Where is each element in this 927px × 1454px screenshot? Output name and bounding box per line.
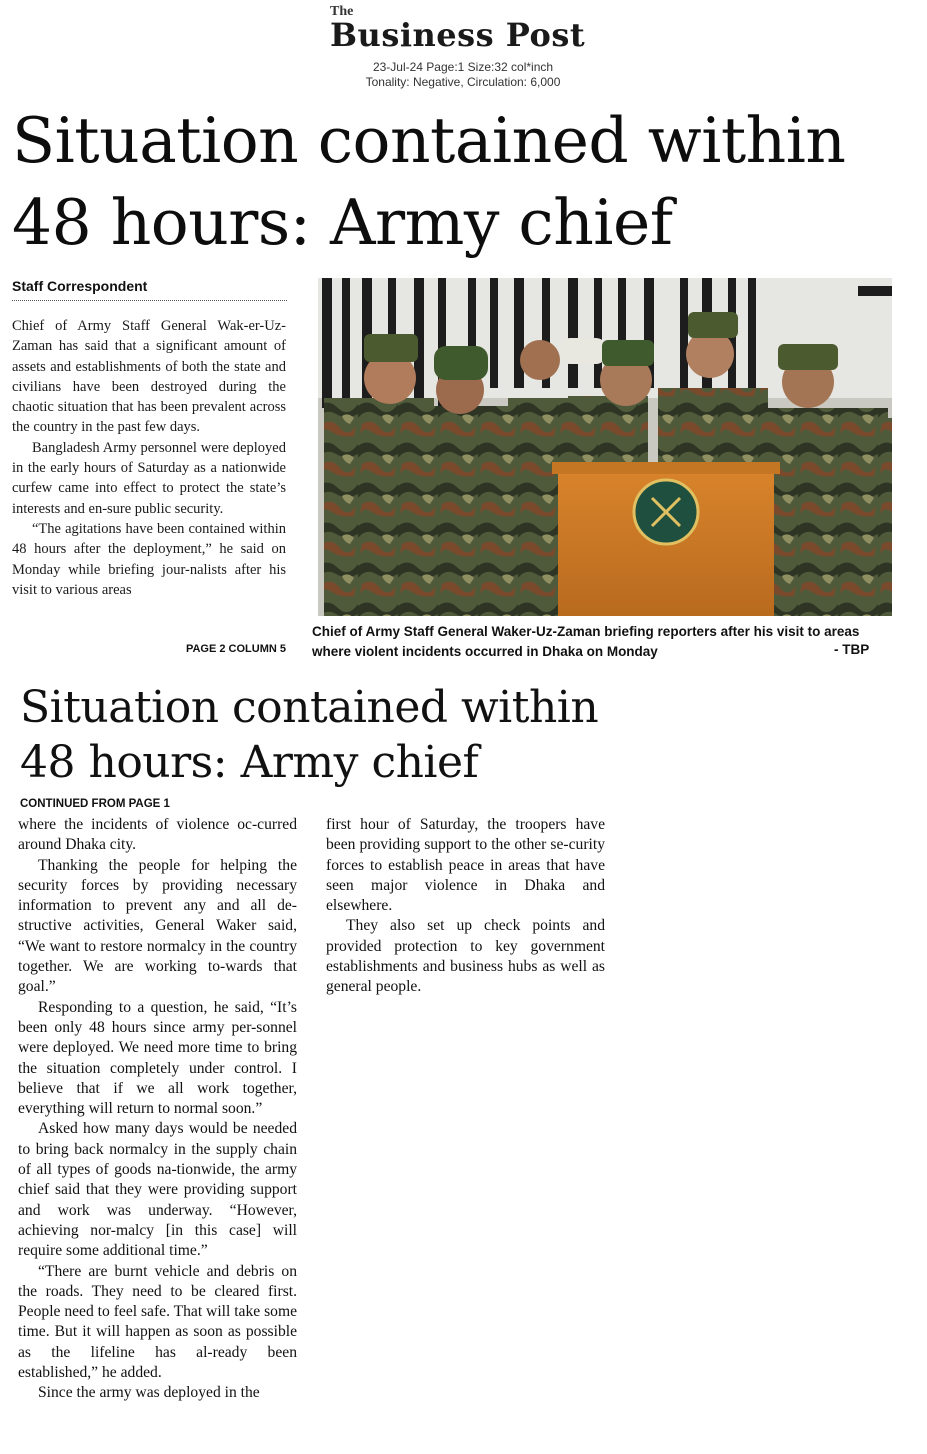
page2-left-column xyxy=(18,815,297,1404)
page2-paragraph: They also set up check points and provided protection to key government establishments and business hubs as well as general people. xyxy=(326,917,605,996)
clipping-meta-date: 23-Jul-24 Page:1 Size:32 col*inch xyxy=(372,60,554,74)
page1-body xyxy=(12,316,286,600)
page2-paragraph: Thanking the people for helping the security forces by providing necessary information to prevent any and all de-structive activities, General Waker said, “We want to restore normalcy in the country together. We are working to-wards that goal.” xyxy=(18,856,297,996)
page2-headline-line1: Situation contained within xyxy=(20,682,599,733)
page1-paragraph: Chief of Army Staff General Wak-er-Uz-Zaman has said that a significant amount of assets and establishments of both the state and civilians have been destroyed during the chaotic situation that has been prevalent across the country in the past few days. xyxy=(12,318,286,436)
page1-paragraph: Bangladesh Army personnel were deployed in the early hours of Saturday as a nationwide curfew came into effect to protect the state’s interests and en-sure public security. xyxy=(12,439,286,517)
page2-headline-line2: 48 hours: Army chief xyxy=(20,737,479,788)
photo-credit: - TBP xyxy=(834,642,870,657)
page1-paragraph: “The agitations have been contained within 48 hours after the deployment,” he said on Monday while briefing jour-nalists after his visit to various areas xyxy=(12,520,286,598)
page2-paragraph: “There are burnt vehicle and debris on the roads. They need to be cleared first. People need to feel safe. That will take some time. But it will happen as soon as possible as the lifeline has al-ready been established,” he added. xyxy=(18,1262,298,1382)
page1-headline-line1: Situation contained within xyxy=(12,104,846,177)
page2-paragraph: first hour of Saturday, the troopers have been providing support to the other se-curity forces to establish peace in areas that have seen major violence in Dhaka and elsewhere. xyxy=(326,816,605,915)
page1-headline xyxy=(12,100,912,264)
photo-caption: Chief of Army Staff General Waker-Uz-Zaman briefing reporters after his visit to areas where violent incidents occurred in Dhaka on Monday xyxy=(312,624,860,659)
army-briefing-photo xyxy=(318,278,892,616)
byline-divider xyxy=(12,300,287,301)
page2-paragraph: Since the army was deployed in the xyxy=(38,1384,260,1402)
masthead-the: The xyxy=(330,4,354,19)
newspaper-masthead: Business Post xyxy=(330,16,586,54)
page2-right-column xyxy=(326,815,605,998)
page1-headline-line2: 48 hours: Army chief xyxy=(12,186,673,259)
page2-paragraph: Responding to a question, he said, “It’s been only 48 hours since army per-sonnel were deployed. We need more time to bring the situation completely under control. I believe that if we all work together, everything will return to normal soon.” xyxy=(18,998,297,1118)
page2-paragraph: where the incidents of violence oc-curred around Dhaka city. xyxy=(18,816,297,854)
clipping-meta-tonality: Tonality: Negative, Circulation: 6,000 xyxy=(365,75,561,89)
page2-paragraph: Asked how many days would be needed to bring back normalcy in the supply chain of all types of goods na-tionwide, the army chief said that they were providing support and work was underway. “However, achieving nor-malcy [in this case] will require some additional time.” xyxy=(18,1120,297,1260)
jump-reference: PAGE 2 COLUMN 5 xyxy=(185,643,286,655)
byline: Staff Correspondent xyxy=(12,278,148,294)
page2-headline xyxy=(20,680,640,790)
news-photo xyxy=(318,278,892,616)
continued-label: CONTINUED FROM PAGE 1 xyxy=(20,798,170,810)
